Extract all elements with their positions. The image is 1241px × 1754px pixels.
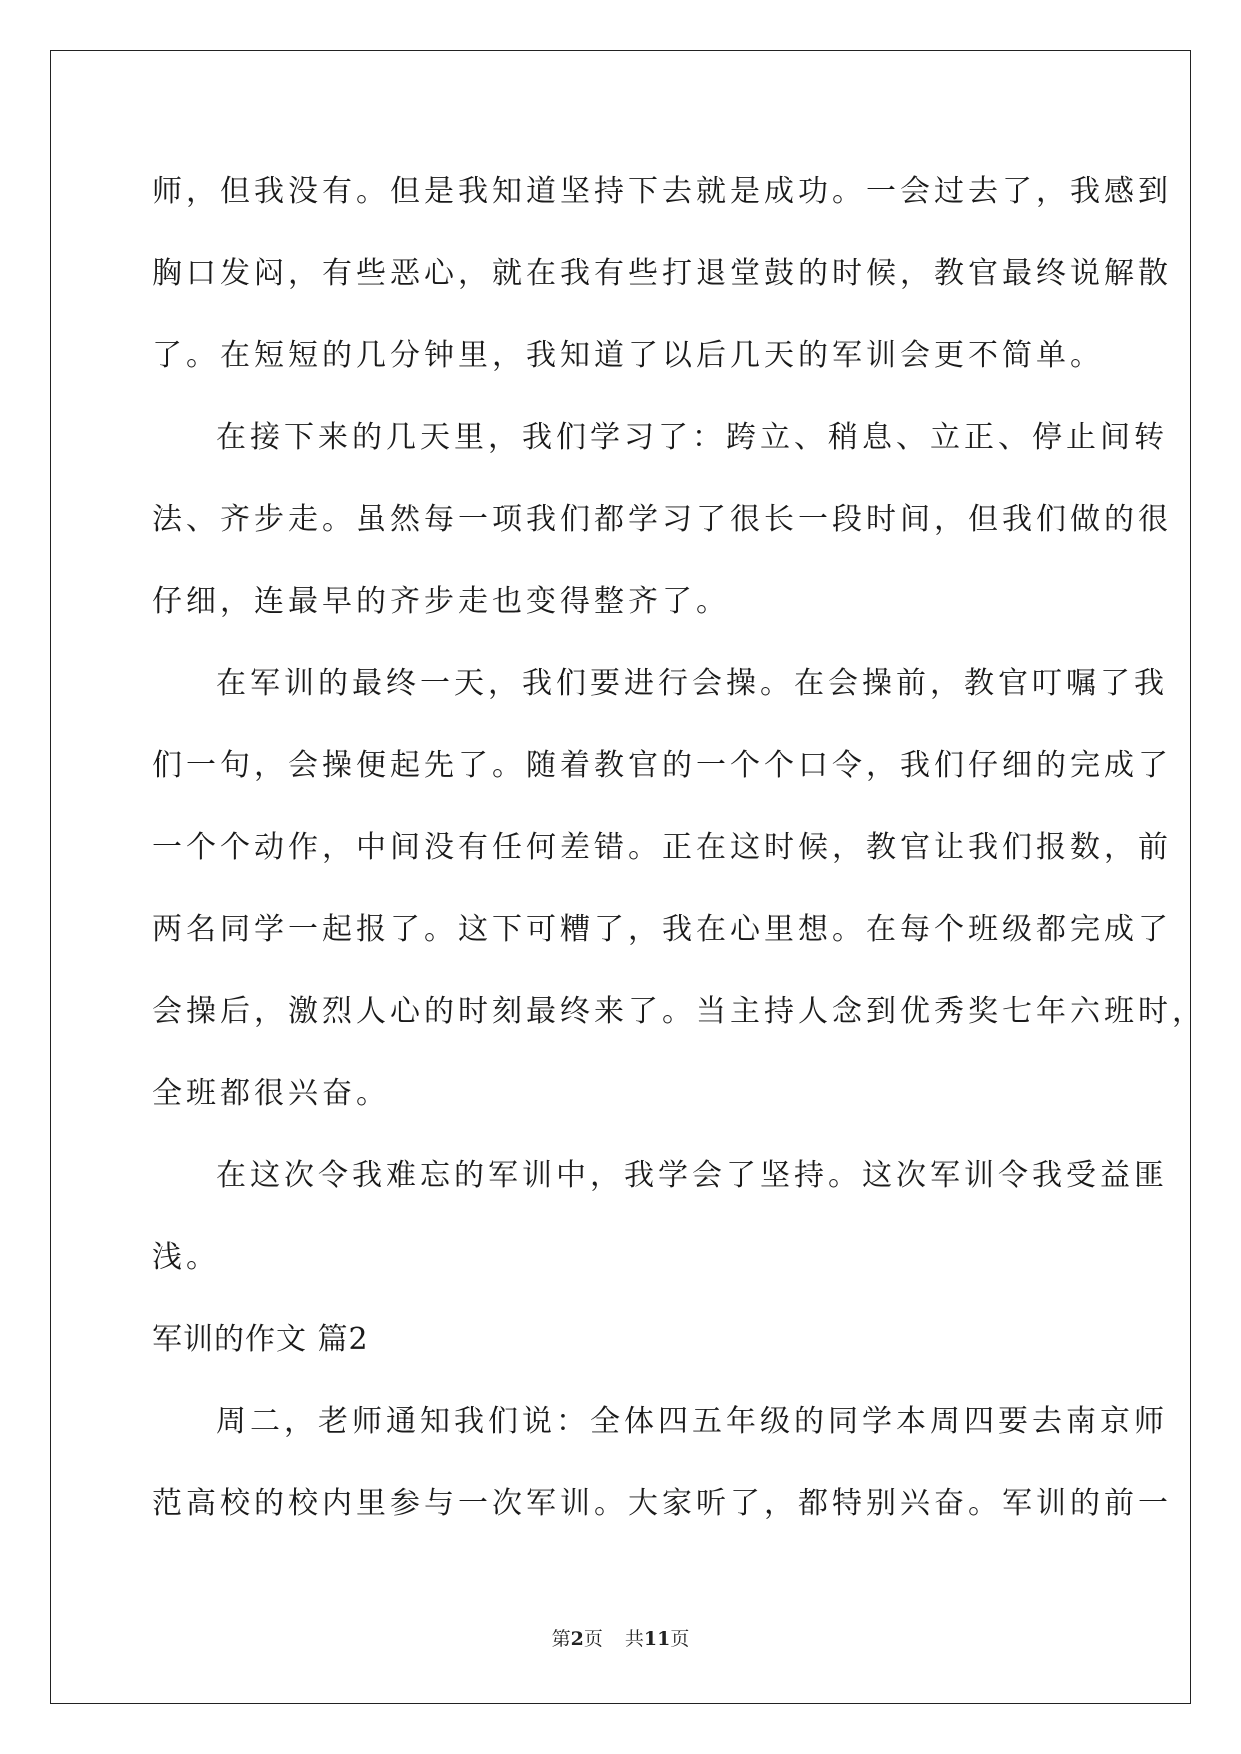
text-line: 范高校的校内里参与一次军训。大家听了，都特别兴奋。军训的前一: [152, 1486, 1172, 1521]
total-pages: 11: [643, 1628, 671, 1650]
text-line: 会操后，激烈人心的时刻最终来了。当主持人念到优秀奖七年六班时，: [152, 994, 1206, 1029]
text-line: 师，但我没有。但是我知道坚持下去就是成功。一会过去了，我感到: [152, 174, 1172, 209]
page-footer: [0, 1624, 1241, 1651]
text-line: 了。在短短的几分钟里，我知道了以后几天的军训会更不简单。: [152, 338, 1104, 373]
page-prefix: 第: [551, 1628, 571, 1650]
text-line: 们一句，会操便起先了。随着教官的一个个口令，我们仔细的完成了: [152, 748, 1172, 783]
text-line: 全班都很兴奋。: [152, 1076, 390, 1111]
text-line: 一个个动作，中间没有任何差错。正在这时候，教官让我们报数，前: [152, 830, 1172, 865]
paragraph-start-line: 周二，老师通知我们说：全体四五年级的同学本周四要去南京师: [216, 1404, 1168, 1439]
text-line: 仔细，连最早的齐步走也变得整齐了。: [152, 584, 730, 619]
text-line: 浅。: [152, 1240, 220, 1275]
paragraph-start-line: 在军训的最终一天，我们要进行会操。在会操前，教官叮嘱了我: [216, 666, 1168, 701]
total-suffix: 页: [670, 1628, 690, 1650]
text-line: 胸口发闷，有些恶心，就在我有些打退堂鼓的时候，教官最终说解散: [152, 256, 1172, 291]
total-prefix: 共: [624, 1628, 644, 1650]
page-suffix: 页: [583, 1628, 603, 1650]
text-line: 两名同学一起报了。这下可糟了，我在心里想。在每个班级都完成了: [152, 912, 1172, 947]
paragraph-start-line: 在接下来的几天里，我们学习了：跨立、稍息、立正、停止间转: [216, 420, 1168, 455]
text-line: 法、齐步走。虽然每一项我们都学习了很长一段时间，但我们做的很: [152, 502, 1172, 537]
paragraph-start-line: 在这次令我难忘的军训中，我学会了坚持。这次军训令我受益匪: [216, 1158, 1168, 1193]
section-heading: 军训的作文 篇2: [152, 1322, 369, 1357]
document-body: [152, 162, 1206, 1556]
page-number: 2: [570, 1628, 584, 1650]
